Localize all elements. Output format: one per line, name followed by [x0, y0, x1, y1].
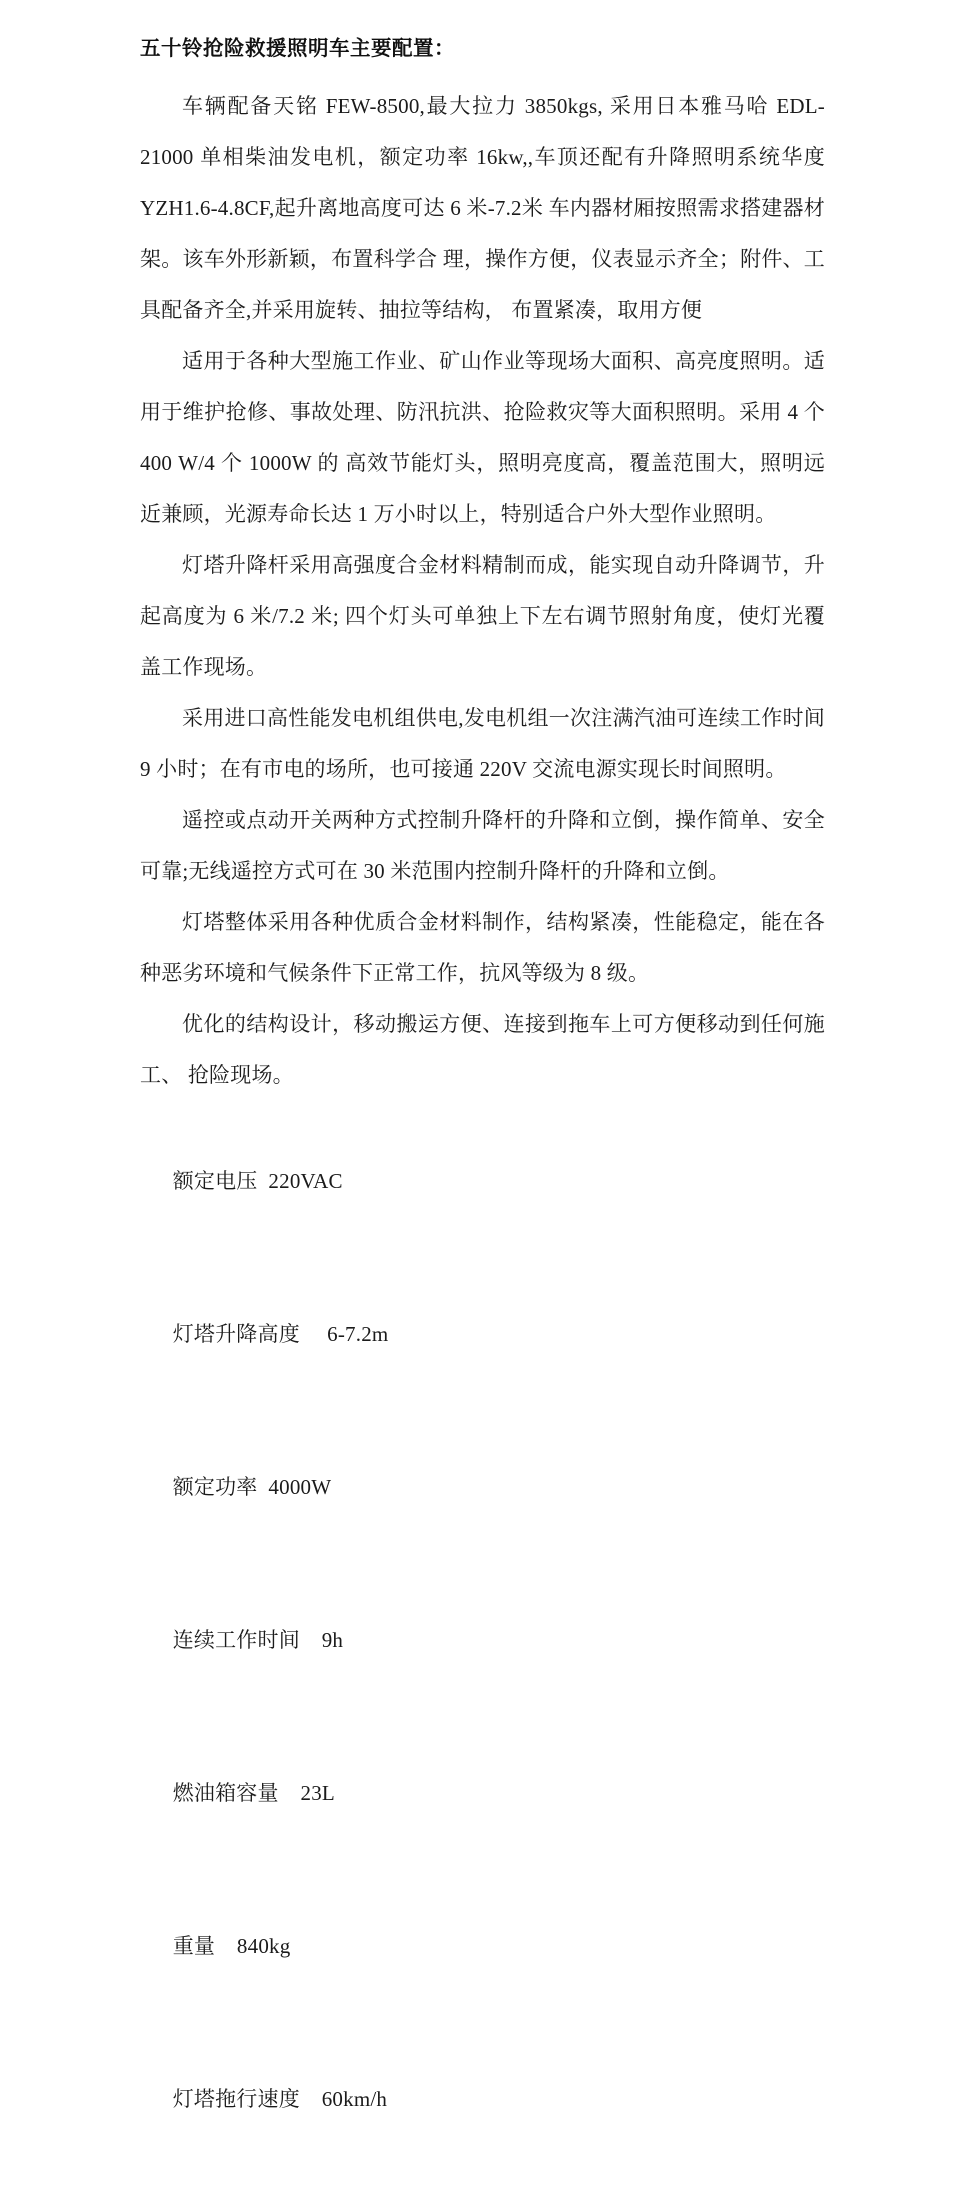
- specification-list: [140, 1105, 825, 2176]
- spec-gap: [300, 1628, 322, 1652]
- paragraph-configuration: 车辆配备天铭 FEW-8500,最大拉力 3850kgs, 采用日本雅马哈 EDL-21000 单相柴油发电机，额定功率 16kw,,车顶还配有升降照明系统华度 YZH1.6-4.8CF,起升离地高度可达 6 米-7.2米 车内器材厢按照需求搭建器材架。该车外形新颖，布置科学合 理，操作方便，仪表显示齐全；附件、工具配备齐全,并采用旋转、抽拉等结构， 布置紧凑，取用方便: [140, 93, 825, 322]
- spec-gap: [215, 1934, 237, 1958]
- spec-value: 23L: [300, 1780, 335, 1805]
- spec-row: [140, 1105, 825, 1258]
- spec-value: 6-7.2m: [327, 1321, 389, 1346]
- paragraph-applications: 适用于各种大型施工作业、矿山作业等现场大面积、高亮度照明。适用于维护抢修、事故处理、防汛抗洪、抢险救灾等大面积照明。采用 4 个 400 W/4 个 1000W 的 高效节能灯头，照明亮度高，覆盖范围大，照明远近兼顾，光源寿命长达 1 万小时以上，特别适合户外大型作业照明。: [140, 348, 825, 526]
- paragraph-structure-design: 优化的结构设计，移动搬运方便、连接到拖车上可方便移动到任何施工、 抢险现场。: [140, 1011, 825, 1087]
- spec-row: [140, 1717, 825, 1870]
- spec-label: 灯塔升降高度: [172, 1321, 300, 1346]
- spec-value: 840kg: [236, 1933, 291, 1958]
- page-title: 五十铃抢险救援照明车主要配置：: [140, 37, 455, 60]
- spec-row: [140, 1870, 825, 2023]
- paragraph-mast: 灯塔升降杆采用高强度合金材料精制而成，能实现自动升降调节，升起高度为 6 米/7.2 米; 四个灯头可单独上下左右调节照射角度，使灯光覆盖工作现场。: [140, 552, 825, 679]
- spec-label: 额定功率: [172, 1474, 258, 1499]
- spec-label: 燃油箱容量: [172, 1780, 279, 1805]
- spec-label: 灯塔拖行速度: [172, 2086, 300, 2111]
- spec-row: [140, 1411, 825, 1564]
- spec-value: 220VAC: [268, 1168, 343, 1193]
- spec-gap: [300, 1322, 327, 1346]
- spec-value: 60km/h: [321, 2086, 388, 2111]
- spec-gap: [258, 1169, 269, 1193]
- spec-gap: [258, 1475, 269, 1499]
- paragraph-remote-control: 遥控或点动开关两种方式控制升降杆的升降和立倒，操作简单、安全可靠;无线遥控方式可在 30 米范围内控制升降杆的升降和立倒。: [140, 807, 825, 883]
- spec-gap: [300, 2087, 322, 2111]
- spec-label: 重量: [172, 1933, 216, 1958]
- spec-value: 9h: [321, 1627, 344, 1652]
- paragraph-generator: 采用进口高性能发电机组供电,发电机组一次注满汽油可连续工作时间 9 小时；在有市电的场所，也可接通 220V 交流电源实现长时间照明。: [140, 705, 825, 781]
- spec-label: 额定电压: [172, 1168, 258, 1193]
- paragraph-materials: 灯塔整体采用各种优质合金材料制作，结构紧凑，性能稳定，能在各种恶劣环境和气候条件下正常工作，抗风等级为 8 级。: [140, 909, 825, 985]
- spec-row: [140, 1258, 825, 1411]
- spec-label: 连续工作时间: [172, 1627, 300, 1652]
- spec-gap: [279, 1781, 301, 1805]
- spec-value: 4000W: [268, 1474, 332, 1499]
- spec-row: [140, 1564, 825, 1717]
- spec-row: [140, 2023, 825, 2176]
